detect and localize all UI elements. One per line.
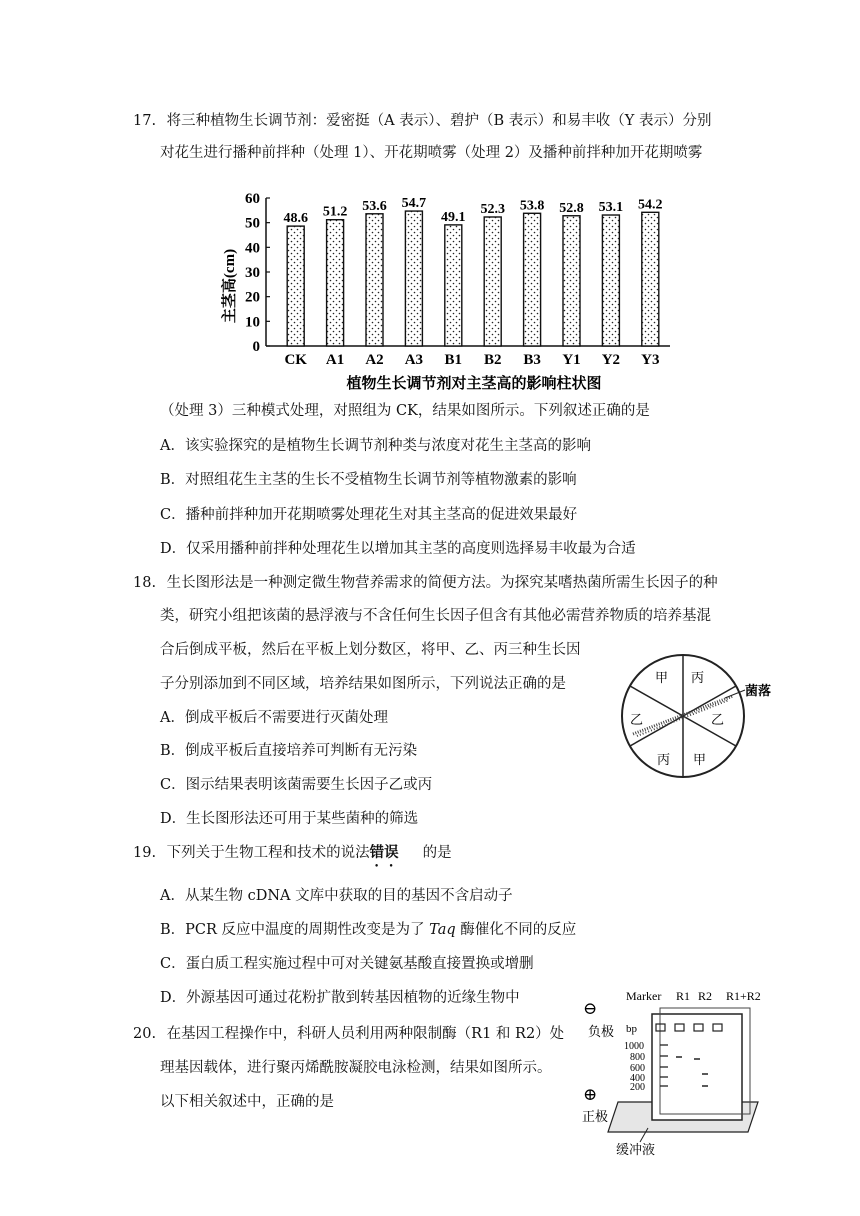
q19-option-b xyxy=(160,920,576,940)
lane-label-r1: R1 xyxy=(676,989,691,1003)
electrophoresis-figure xyxy=(578,982,778,1162)
lane-label-r1r2: R1+R2 xyxy=(726,989,761,1003)
q17-option-d: D．仅采用播种前拌种处理花生以增加其主茎的高度则选择易丰收最为合适 xyxy=(160,541,636,557)
buffer-label: 缓冲液 xyxy=(616,1142,656,1157)
petri-dish-figure xyxy=(615,652,815,782)
y-tick-label: 60 xyxy=(245,191,260,207)
y-tick-label: 40 xyxy=(245,240,260,257)
x-tick-label: Y2 xyxy=(601,352,621,368)
q18-stem-line4: 子分别添加到不同区域，培养结果如图所示，下列说法正确的是 xyxy=(160,676,566,692)
bar-CK xyxy=(287,226,304,346)
ladder-600: 600 xyxy=(630,1063,645,1074)
ladder-800: 800 xyxy=(630,1052,645,1063)
y-tick-label: 0 xyxy=(252,339,260,355)
q19-option-b-italic: Taq xyxy=(429,922,456,938)
sector-label-yi-right: 乙 xyxy=(711,712,725,727)
x-tick-label: A2 xyxy=(365,352,384,368)
q20-stem-line1: 在基因工程操作中，科研人员利用两种限制酶（R1 和 R2）处 xyxy=(166,1026,565,1042)
lane-label-r2: R2 xyxy=(698,989,713,1003)
x-tick-label: CK xyxy=(284,352,307,368)
x-tick-label: Y1 xyxy=(562,352,581,368)
q20-line1 xyxy=(133,1024,564,1044)
x-tick-label: A1 xyxy=(325,352,345,368)
positive-label: 正极 xyxy=(582,1109,609,1124)
q19-option-b-text: B．PCR 反应中温度的周期性改变是为了 xyxy=(160,922,425,938)
q18-option-c: C．图示结果表明该菌需要生长因子乙或丙 xyxy=(160,777,433,793)
bar-value-label: 54.2 xyxy=(638,197,663,213)
bar-A1 xyxy=(327,220,344,346)
q18-line1 xyxy=(133,573,718,593)
y-tick-label: 30 xyxy=(245,265,260,281)
q17-line1 xyxy=(133,111,711,131)
bar-value-label: 53.6 xyxy=(362,198,387,214)
q18-option-a: A．倒成平板后不需要进行灭菌处理 xyxy=(160,710,388,726)
q18-option-b: B．倒成平板后直接培养可判断有无污染 xyxy=(160,743,418,759)
ladder-400: 400 xyxy=(630,1073,645,1084)
negative-label: 负极 xyxy=(588,1024,615,1039)
bar-value-label: 51.2 xyxy=(322,204,348,220)
y-tick-label: 10 xyxy=(245,314,260,331)
q19-option-d: D．外源基因可通过花粉扩散到转基因植物的近缘生物中 xyxy=(160,990,520,1006)
q18-option-d: D．生长图形法还可用于某些菌种的筛选 xyxy=(160,811,419,827)
q17-option-c: C．播种前拌种加开花期喷雾处理花生对其主茎高的促进效果最好 xyxy=(160,507,578,523)
bar-chart xyxy=(212,186,692,396)
q18-stem-line1: 生长图形法是一种测定微生物营养需求的简便方法。为探究某嗜热菌所需生长因子的种 xyxy=(166,575,718,591)
sector-label-jia-bottom: 甲 xyxy=(693,752,707,767)
q19-stem-emphasis: 错误 xyxy=(369,844,399,861)
bar-Y1 xyxy=(563,216,580,346)
bar-value-label: 48.6 xyxy=(283,211,308,227)
q19-number: 19. xyxy=(133,845,157,861)
q17-stem-line2: 对花生进行播种前拌种（处理 1）、开花期喷雾（处理 2）及播种前拌种加开花期喷雾 xyxy=(160,145,703,161)
q19-stem: 下列关于生物工程和技术的说法 xyxy=(166,845,370,861)
q19-option-b-tail: 酶催化不同的反应 xyxy=(455,922,577,938)
q20-number: 20. xyxy=(133,1026,157,1042)
bar-B1 xyxy=(445,225,462,346)
q19-stem-tail: 的是 xyxy=(422,845,452,861)
bar-Y2 xyxy=(602,215,619,346)
ladder-1000: 1000 xyxy=(624,1041,644,1052)
q18-stem-line2: 类，研究小组把该菌的悬浮液与不含任何生长因子但含有其他必需营养物质的培养基混 xyxy=(160,608,711,624)
bar-B2 xyxy=(484,217,501,346)
bar-value-label: 53.8 xyxy=(519,198,545,214)
q20-stem-line3: 以下相关叙述中，正确的是 xyxy=(160,1094,334,1110)
q17-option-a: A．该实验探究的是植物生长调节剂种类与浓度对花生主茎高的影响 xyxy=(160,438,591,454)
bar-B3 xyxy=(524,213,541,346)
q17-number: 17. xyxy=(133,113,157,129)
bar-value-label: 54.7 xyxy=(401,196,427,212)
y-tick-label: 50 xyxy=(245,215,260,232)
q18-number: 18. xyxy=(133,575,157,591)
bar-value-label: 53.1 xyxy=(598,200,624,216)
negative-electrode-icon: ⊖ xyxy=(583,999,598,1018)
positive-electrode-icon: ⊕ xyxy=(583,1085,598,1104)
x-tick-label: Y3 xyxy=(641,352,660,368)
bar-value-label: 52.3 xyxy=(480,201,505,217)
q18-stem-line3: 合后倒成平板，然后在平板上划分数区，将甲、乙、丙三种生长因 xyxy=(160,642,581,658)
y-axis-label: 主茎高(cm) xyxy=(222,248,238,324)
lane-label-marker: Marker xyxy=(626,989,662,1003)
bp-label: bp xyxy=(626,1023,637,1035)
q19-option-a: A．从某生物 cDNA 文库中获取的目的基因不含启动子 xyxy=(160,888,513,904)
x-tick-label: A3 xyxy=(404,352,424,368)
bar-A2 xyxy=(366,214,383,346)
q19-option-c: C．蛋白质工程实施过程中可对关键氨基酸直接置换或增删 xyxy=(160,956,534,972)
sector-label-yi-left: 乙 xyxy=(630,712,644,727)
sector-label-bing-bottom: 丙 xyxy=(657,752,671,767)
q19-line1 xyxy=(133,843,452,870)
ladder-200: 200 xyxy=(630,1082,645,1093)
sector-label-bing-top: 丙 xyxy=(691,670,705,685)
y-tick-label: 20 xyxy=(245,289,260,306)
bar-A3 xyxy=(405,211,422,346)
bar-value-label: 52.8 xyxy=(559,200,584,216)
q17-stem-line3: （处理 3）三种模式处理，对照组为 CK，结果如图所示。下列叙述正确的是 xyxy=(160,403,650,419)
x-tick-label: B3 xyxy=(523,352,541,368)
x-tick-label: B1 xyxy=(444,352,463,368)
q17-option-b: B．对照组花生主茎的生长不受植物生长调节剂等植物激素的影响 xyxy=(160,472,577,488)
bar-Y3 xyxy=(642,212,659,346)
bar-value-label: 49.1 xyxy=(441,209,466,225)
q20-stem-line2: 理基因载体，进行聚丙烯酰胺凝胶电泳检测，结果如图所示。 xyxy=(160,1060,552,1076)
x-tick-label: B2 xyxy=(483,352,502,368)
colony-label: 菌落 xyxy=(745,683,772,698)
sector-label-jia-top: 甲 xyxy=(655,670,669,685)
chart-title: 植物生长调节剂对主茎高的影响柱状图 xyxy=(346,376,602,392)
q17-stem-line1: 将三种植物生长调节剂：爱密挺（A 表示）、碧护（B 表示）和易丰收（Y 表示）分别 xyxy=(166,113,712,129)
